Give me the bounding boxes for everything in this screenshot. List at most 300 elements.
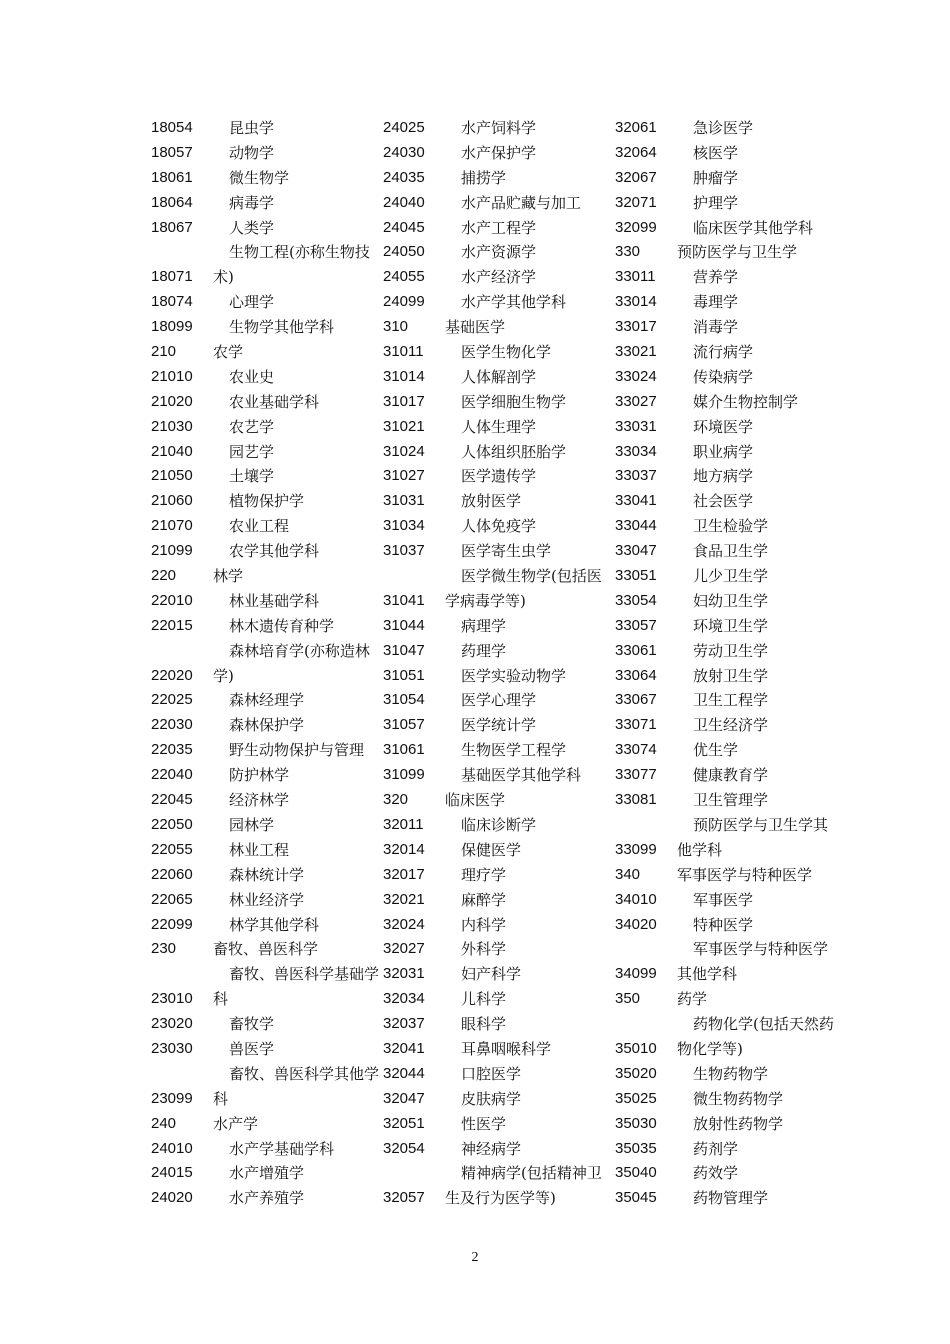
list-item — [615, 1062, 855, 1087]
discipline-name: 水产学其他学科 — [461, 293, 567, 312]
discipline-name: 经济林学 — [229, 791, 290, 810]
list-item — [615, 464, 855, 489]
discipline-code: 24025 — [383, 119, 425, 136]
discipline-code: 33047 — [615, 542, 657, 560]
discipline-code: 24040 — [383, 193, 425, 211]
discipline-name: 医学寄生虫学 — [461, 542, 552, 561]
list-item — [151, 464, 383, 489]
list-item — [383, 738, 615, 763]
list-item — [615, 315, 855, 340]
list-item — [383, 365, 615, 390]
discipline-code: 31047 — [383, 641, 425, 659]
discipline-name: 卫生工程学 — [693, 691, 769, 710]
discipline-code: 24055 — [383, 268, 425, 286]
discipline-code: 21070 — [151, 517, 193, 535]
list-item — [151, 838, 383, 863]
discipline-name: 特种医学 — [693, 915, 754, 934]
discipline-name: 医学细胞生物学 — [461, 392, 567, 411]
list-item — [383, 240, 615, 265]
discipline-name: 眼科学 — [461, 1015, 507, 1034]
discipline-name: 药效学 — [693, 1164, 739, 1183]
discipline-name: 急诊医学 — [693, 119, 754, 137]
discipline-name: 科 — [213, 1089, 229, 1108]
list-item — [383, 290, 615, 315]
list-item — [615, 738, 855, 763]
discipline-name: 林木遗传育种学 — [229, 616, 335, 635]
discipline-code: 33021 — [615, 343, 657, 361]
discipline-name: 人体生理学 — [461, 417, 537, 436]
discipline-name: 放射卫生学 — [693, 666, 769, 685]
discipline-code: 24035 — [383, 168, 425, 186]
discipline-name: 保健医学 — [461, 840, 522, 859]
discipline-name: 儿科学 — [461, 990, 507, 1009]
discipline-name: 神经病学 — [461, 1139, 522, 1158]
discipline-name: 心理学 — [229, 293, 275, 312]
discipline-code: 32041 — [383, 1039, 425, 1057]
discipline-code: 31061 — [383, 741, 425, 759]
discipline-code: 33051 — [615, 567, 657, 585]
list-item — [151, 564, 383, 589]
discipline-name: 生物工程(亦称生物技 — [229, 243, 370, 262]
list-item — [151, 863, 383, 888]
list-item — [151, 216, 383, 241]
discipline-code: 33074 — [615, 741, 657, 759]
discipline-name: 人类学 — [229, 218, 275, 237]
list-item — [615, 564, 855, 589]
discipline-name: 水产养殖学 — [229, 1189, 305, 1208]
list-item — [151, 1037, 383, 1062]
discipline-name: 人体组织胚胎学 — [461, 442, 567, 461]
list-item — [615, 1037, 855, 1062]
discipline-code: 35040 — [615, 1164, 657, 1182]
discipline-code: 31017 — [383, 392, 425, 410]
discipline-name: 肿瘤学 — [693, 168, 739, 187]
list-item — [615, 688, 855, 713]
list-item — [151, 141, 383, 166]
discipline-name: 外科学 — [461, 940, 507, 959]
list-item — [383, 962, 615, 987]
discipline-name: 农业史 — [229, 367, 275, 386]
discipline-code: 35020 — [615, 1064, 657, 1082]
discipline-code: 32014 — [383, 840, 425, 858]
discipline-code: 330 — [615, 243, 641, 261]
discipline-name: 理疗学 — [461, 865, 507, 884]
discipline-code: 32021 — [383, 890, 425, 908]
discipline-code: 33064 — [615, 666, 657, 684]
list-item — [151, 913, 383, 938]
list-item — [151, 440, 383, 465]
discipline-code: 31041 — [383, 591, 425, 609]
discipline-name: 农艺学 — [229, 417, 275, 436]
list-item — [615, 1137, 855, 1162]
discipline-name: 耳鼻咽喉科学 — [461, 1039, 552, 1058]
list-item — [151, 415, 383, 440]
discipline-name: 人体免疫学 — [461, 517, 537, 536]
discipline-name: 水产增殖学 — [229, 1164, 305, 1183]
discipline-code: 33057 — [615, 616, 657, 634]
discipline-code: 33044 — [615, 517, 657, 535]
discipline-name: 水产资源学 — [461, 243, 537, 262]
list-item — [615, 265, 855, 290]
list-item — [383, 888, 615, 913]
discipline-code: 32034 — [383, 990, 425, 1008]
discipline-code: 18074 — [151, 293, 193, 311]
discipline-code: 31024 — [383, 442, 425, 460]
list-item — [383, 664, 615, 689]
discipline-name: 预防医学与卫生学其 — [693, 815, 829, 834]
discipline-code: 35025 — [615, 1089, 657, 1107]
list-item — [383, 589, 615, 614]
discipline-code: 22099 — [151, 915, 193, 933]
list-item — [151, 713, 383, 738]
discipline-code: 21060 — [151, 492, 193, 510]
discipline-name: 药理学 — [461, 641, 507, 660]
discipline-name: 环境卫生学 — [693, 616, 769, 635]
page-number: 2 — [471, 1250, 479, 1265]
list-item — [383, 489, 615, 514]
discipline-name: 野生动物保护与管理 — [229, 741, 365, 760]
discipline-name: 微生物药物学 — [693, 1089, 784, 1108]
discipline-name: 基础医学 — [445, 318, 506, 337]
list-item — [615, 713, 855, 738]
discipline-code: 33027 — [615, 392, 657, 410]
discipline-code: 24030 — [383, 143, 425, 161]
discipline-name: 森林经理学 — [229, 691, 305, 710]
list-item — [383, 166, 615, 191]
list-item — [151, 191, 383, 216]
list-item — [151, 888, 383, 913]
list-item — [615, 838, 855, 863]
discipline-name: 病理学 — [461, 616, 507, 635]
discipline-code: 21020 — [151, 392, 193, 410]
discipline-code: 22065 — [151, 890, 193, 908]
list-item — [151, 514, 383, 539]
discipline-code: 32044 — [383, 1064, 425, 1082]
discipline-code: 33081 — [615, 791, 657, 809]
discipline-code: 33041 — [615, 492, 657, 510]
discipline-name: 消毒学 — [693, 318, 739, 337]
discipline-name: 土壤学 — [229, 467, 275, 486]
discipline-code: 23010 — [151, 990, 193, 1008]
list-item — [615, 937, 855, 962]
list-item — [151, 489, 383, 514]
list-item — [151, 614, 383, 639]
discipline-code: 33077 — [615, 766, 657, 784]
discipline-code: 35010 — [615, 1039, 657, 1057]
discipline-code: 31021 — [383, 417, 425, 435]
discipline-code: 33024 — [615, 367, 657, 385]
discipline-code: 22015 — [151, 616, 193, 634]
discipline-code: 18061 — [151, 168, 193, 186]
discipline-name: 生物学其他学科 — [229, 318, 335, 337]
list-item — [383, 713, 615, 738]
list-item — [151, 116, 383, 141]
list-item — [615, 987, 855, 1012]
discipline-name: 精神病学(包括精神卫 — [461, 1164, 602, 1183]
list-item — [615, 913, 855, 938]
discipline-code: 32057 — [383, 1189, 425, 1207]
discipline-code: 32067 — [615, 168, 657, 186]
discipline-name: 麻醉学 — [461, 890, 507, 909]
list-item — [383, 1012, 615, 1037]
discipline-code: 24045 — [383, 218, 425, 236]
discipline-name: 妇产科学 — [461, 965, 522, 984]
list-item — [383, 1137, 615, 1162]
list-item — [383, 863, 615, 888]
discipline-name: 军事医学与特种医学 — [677, 865, 813, 884]
discipline-name: 林业经济学 — [229, 890, 305, 909]
discipline-code: 210 — [151, 343, 177, 361]
discipline-code: 31051 — [383, 666, 425, 684]
list-item — [383, 1161, 615, 1186]
discipline-code: 32027 — [383, 940, 425, 958]
discipline-name: 药剂学 — [693, 1139, 739, 1158]
discipline-name: 捕捞学 — [461, 168, 507, 187]
list-item — [383, 191, 615, 216]
discipline-code: 340 — [615, 865, 641, 883]
discipline-name: 毒理学 — [693, 293, 739, 312]
list-item — [383, 539, 615, 564]
list-item — [383, 415, 615, 440]
discipline-name: 水产学基础学科 — [229, 1139, 335, 1158]
list-item — [615, 216, 855, 241]
discipline-name: 劳动卫生学 — [693, 641, 769, 660]
discipline-code: 31037 — [383, 542, 425, 560]
discipline-name: 临床医学 — [445, 791, 506, 810]
list-item — [383, 1062, 615, 1087]
discipline-code: 21050 — [151, 467, 193, 485]
discipline-code: 18071 — [151, 268, 193, 286]
list-item — [151, 365, 383, 390]
discipline-name: 医学生物化学 — [461, 343, 552, 362]
list-item — [615, 166, 855, 191]
list-item — [383, 141, 615, 166]
discipline-name: 生物医学工程学 — [461, 741, 567, 760]
discipline-code: 24010 — [151, 1139, 193, 1157]
discipline-name: 学) — [213, 666, 234, 685]
list-item — [615, 290, 855, 315]
discipline-code: 32024 — [383, 915, 425, 933]
list-item — [383, 838, 615, 863]
list-item — [151, 166, 383, 191]
discipline-name: 药物管理学 — [693, 1189, 769, 1208]
discipline-code: 23030 — [151, 1039, 193, 1057]
discipline-name: 医学统计学 — [461, 716, 537, 735]
discipline-code: 32064 — [615, 143, 657, 161]
discipline-code: 34010 — [615, 890, 657, 908]
list-item — [615, 1186, 855, 1211]
list-item — [615, 141, 855, 166]
discipline-code: 33011 — [615, 268, 656, 286]
discipline-code: 32061 — [615, 119, 657, 136]
discipline-name: 防护林学 — [229, 766, 290, 785]
list-item — [615, 863, 855, 888]
discipline-name: 营养学 — [693, 268, 739, 287]
discipline-name: 社会医学 — [693, 492, 754, 511]
discipline-code: 21030 — [151, 417, 193, 435]
list-item — [151, 1062, 383, 1087]
discipline-name: 水产工程学 — [461, 218, 537, 237]
discipline-code: 32037 — [383, 1015, 425, 1033]
discipline-name: 水产经济学 — [461, 268, 537, 287]
discipline-name: 学病毒学等) — [445, 591, 526, 610]
discipline-code: 22050 — [151, 815, 193, 833]
discipline-code: 34020 — [615, 915, 657, 933]
list-item — [615, 489, 855, 514]
list-item — [383, 265, 615, 290]
discipline-name: 临床诊断学 — [461, 815, 537, 834]
list-item — [383, 987, 615, 1012]
discipline-name: 核医学 — [693, 143, 739, 162]
list-item — [383, 913, 615, 938]
list-item — [615, 365, 855, 390]
discipline-code: 220 — [151, 567, 177, 585]
discipline-code: 31054 — [383, 691, 425, 709]
discipline-name: 生及行为医学等) — [445, 1189, 556, 1208]
discipline-name: 医学实验动物学 — [461, 666, 567, 685]
discipline-name: 卫生管理学 — [693, 791, 769, 810]
discipline-name: 医学微生物学(包括医 — [461, 567, 602, 586]
discipline-code: 31031 — [383, 492, 425, 510]
column-2 — [383, 116, 615, 1211]
discipline-code: 32099 — [615, 218, 657, 236]
discipline-name: 森林培育学(亦称造林 — [229, 641, 370, 660]
discipline-code: 33031 — [615, 417, 657, 435]
list-item — [151, 1186, 383, 1211]
discipline-name: 皮肤病学 — [461, 1089, 522, 1108]
discipline-code: 24015 — [151, 1164, 193, 1182]
list-item — [383, 514, 615, 539]
list-item — [151, 788, 383, 813]
discipline-name: 水产饲料学 — [461, 119, 537, 137]
list-item — [615, 440, 855, 465]
discipline-code: 33099 — [615, 840, 657, 858]
discipline-code: 18099 — [151, 318, 193, 336]
discipline-name: 兽医学 — [229, 1039, 275, 1058]
discipline-name: 动物学 — [229, 143, 275, 162]
discipline-code: 32054 — [383, 1139, 425, 1157]
discipline-name: 放射性药物学 — [693, 1114, 784, 1133]
discipline-name: 妇幼卫生学 — [693, 591, 769, 610]
discipline-name: 媒介生物控制学 — [693, 392, 799, 411]
discipline-name: 畜牧、兽医科学其他学 — [229, 1064, 380, 1083]
discipline-code: 23099 — [151, 1089, 193, 1107]
list-item — [615, 390, 855, 415]
discipline-code: 33067 — [615, 691, 657, 709]
discipline-name: 职业病学 — [693, 442, 754, 461]
list-item — [615, 788, 855, 813]
discipline-code: 33054 — [615, 591, 657, 609]
discipline-name: 术) — [213, 268, 234, 287]
discipline-code: 35045 — [615, 1189, 657, 1207]
discipline-code: 33017 — [615, 318, 657, 336]
list-item — [383, 464, 615, 489]
list-item — [383, 564, 615, 589]
list-item — [615, 664, 855, 689]
discipline-code: 31034 — [383, 517, 425, 535]
discipline-code: 31044 — [383, 616, 425, 634]
discipline-name: 水产品贮藏与加工 — [461, 193, 582, 212]
discipline-name: 林学其他学科 — [229, 915, 320, 934]
discipline-name: 园艺学 — [229, 442, 275, 461]
discipline-name: 林学 — [213, 567, 244, 586]
list-item — [615, 514, 855, 539]
list-item — [383, 1112, 615, 1137]
list-item — [615, 888, 855, 913]
discipline-name: 传染病学 — [693, 367, 754, 386]
discipline-code: 350 — [615, 990, 641, 1008]
list-item — [615, 240, 855, 265]
list-item — [383, 1087, 615, 1112]
column-1 — [151, 116, 383, 1211]
list-item — [151, 589, 383, 614]
list-item — [151, 1012, 383, 1037]
list-item — [615, 539, 855, 564]
discipline-name: 护理学 — [693, 193, 739, 212]
list-item — [151, 639, 383, 664]
list-item — [383, 937, 615, 962]
discipline-name: 放射医学 — [461, 492, 522, 511]
discipline-name: 其他学科 — [677, 965, 738, 984]
list-item — [383, 1186, 615, 1211]
discipline-name: 农学其他学科 — [229, 542, 320, 561]
list-item — [615, 340, 855, 365]
discipline-code: 22060 — [151, 865, 193, 883]
discipline-code: 24099 — [383, 293, 425, 311]
list-item — [151, 763, 383, 788]
discipline-name: 卫生经济学 — [693, 716, 769, 735]
discipline-name: 临床医学其他学科 — [693, 218, 814, 237]
discipline-name: 林业工程 — [229, 840, 290, 859]
discipline-name: 农业工程 — [229, 517, 290, 536]
list-item — [151, 315, 383, 340]
column-3 — [615, 116, 855, 1211]
discipline-code: 24020 — [151, 1189, 193, 1207]
discipline-name: 内科学 — [461, 915, 507, 934]
list-item — [383, 639, 615, 664]
list-item — [615, 589, 855, 614]
discipline-name: 植物保护学 — [229, 492, 305, 511]
discipline-name: 药学 — [677, 990, 708, 1009]
list-item — [151, 290, 383, 315]
list-item — [151, 962, 383, 987]
discipline-code: 31099 — [383, 766, 425, 784]
list-item — [383, 440, 615, 465]
discipline-name: 科 — [213, 990, 229, 1009]
list-item — [151, 390, 383, 415]
list-item — [383, 763, 615, 788]
discipline-name: 环境医学 — [693, 417, 754, 436]
list-item — [615, 1012, 855, 1037]
list-item — [383, 390, 615, 415]
discipline-name: 儿少卫生学 — [693, 567, 769, 586]
discipline-code: 35030 — [615, 1114, 657, 1132]
list-item — [383, 340, 615, 365]
list-item — [615, 191, 855, 216]
list-item — [151, 1137, 383, 1162]
list-item — [615, 415, 855, 440]
discipline-code: 31014 — [383, 367, 425, 385]
discipline-name: 卫生检验学 — [693, 517, 769, 536]
discipline-code: 33014 — [615, 293, 657, 311]
discipline-name: 地方病学 — [693, 467, 754, 486]
list-item — [151, 738, 383, 763]
list-item — [383, 1037, 615, 1062]
discipline-name: 优生学 — [693, 741, 739, 760]
discipline-code: 22045 — [151, 791, 193, 809]
list-item — [151, 664, 383, 689]
discipline-name: 森林保护学 — [229, 716, 305, 735]
